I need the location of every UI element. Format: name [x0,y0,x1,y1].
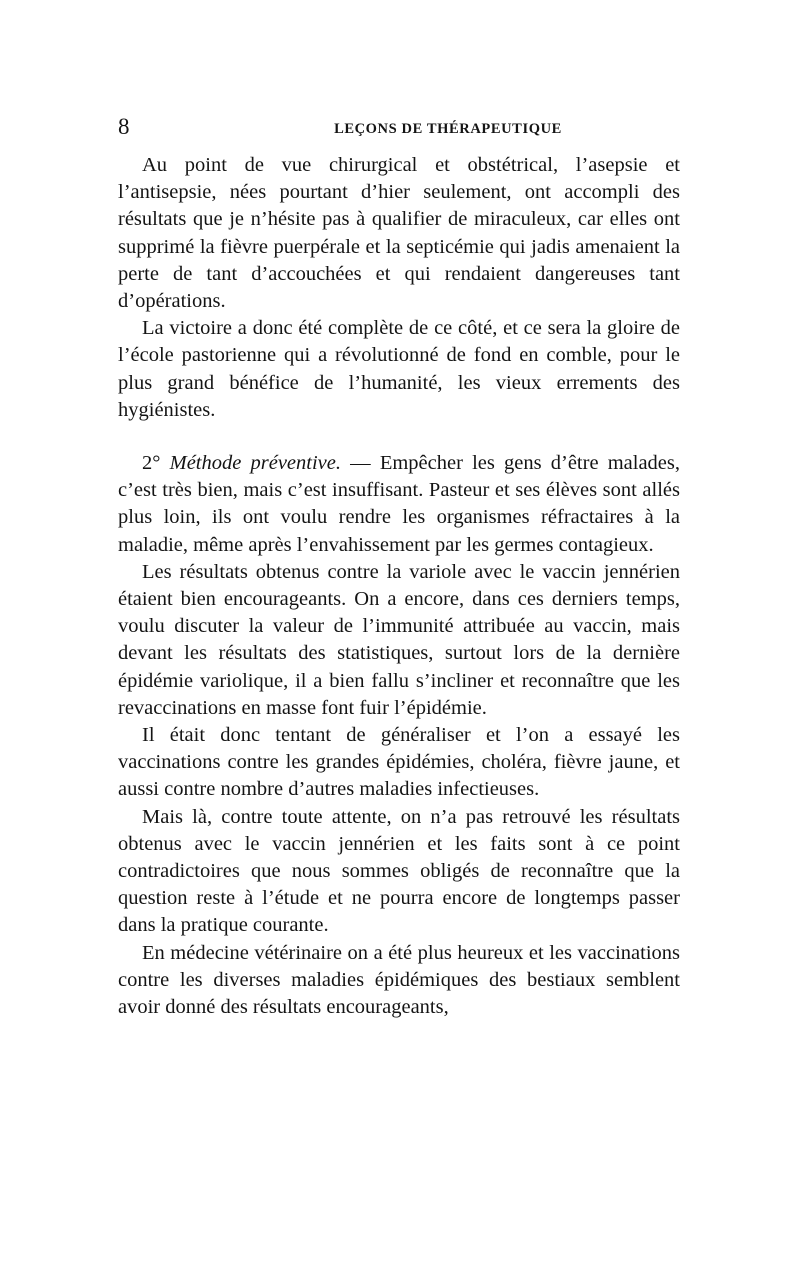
section-text: — Empêcher les gens d’être malades, c’est très bien, mais c’est insuffisant. Pasteur et ses élèves sont allés plus loin, ils ont voulu rendre les organismes réfractaires à la maladie, même après l’envahissement par les germes contagieux. [118,452,681,556]
paragraph-asepsie: Au point de vue chirurgical et obstétrical, l’asepsie et l’antisepsie, nées pourtant d’hier seulement, ont accompli des résultats que je n’hésite pas à qualifier de miraculeux, car elles ont supprimé la fièvre puerpérale et la septicémie qui jadis amenaient la perte de tant d’accouchées et qui rendaient dangereuses tant d’opérations. [118,154,680,313]
body-text [118,152,680,1021]
section-number: 2° [142,452,161,475]
paragraph-generaliser: Il était donc tentant de généraliser et l’on a essayé les vaccinations contre les grandes épidémies, choléra, fièvre jaune, et aussi contre nombre d’autres maladies infectieuses. [118,724,680,801]
paragraph-methode-preventive [118,450,680,559]
paragraph-veterinaire: En médecine vétérinaire on a été plus heureux et les vaccinations contre les diverses maladies épidémiques des bestiaux semblent avoir donné des résultats encourageants, [118,941,680,1019]
page-number: 8 [118,114,130,139]
page-header [118,112,680,142]
section-title: Méthode préventive. [169,452,341,475]
paragraph-victoire: La victoire a donc été complète de ce côté, et ce sera la gloire de l’école pastorienne qui a révolutionné de fond en comble, pour le plus grand bénéfice de l’humanité, les vieux errements des hygiénistes. [118,317,680,421]
running-title: LEÇONS DE THÉRAPEUTIQUE [334,121,562,137]
paragraph-variole: Les résultats obtenus contre la variole avec le vaccin jennérien étaient bien encourageants. On a encore, dans ces derniers temps, voulu discuter la valeur de l’immunité attribuée au vaccin, mais devant les résultats des statistiques, surtout lors de la dernière épidémie variolique, il a bien fallu s’incliner et reconnaître que les revaccinations en masse font fuir l’épidémie. [118,560,680,719]
paragraph-contre-attente: Mais là, contre toute attente, on n’a pas retrouvé les résultats obtenus avec le vaccin jennérien et les faits sont à ce point contradictoires que nous sommes obligés de reconnaître que la question reste à l’étude et ne pourra encore de longtemps passer dans la pratique courante. [118,805,680,937]
